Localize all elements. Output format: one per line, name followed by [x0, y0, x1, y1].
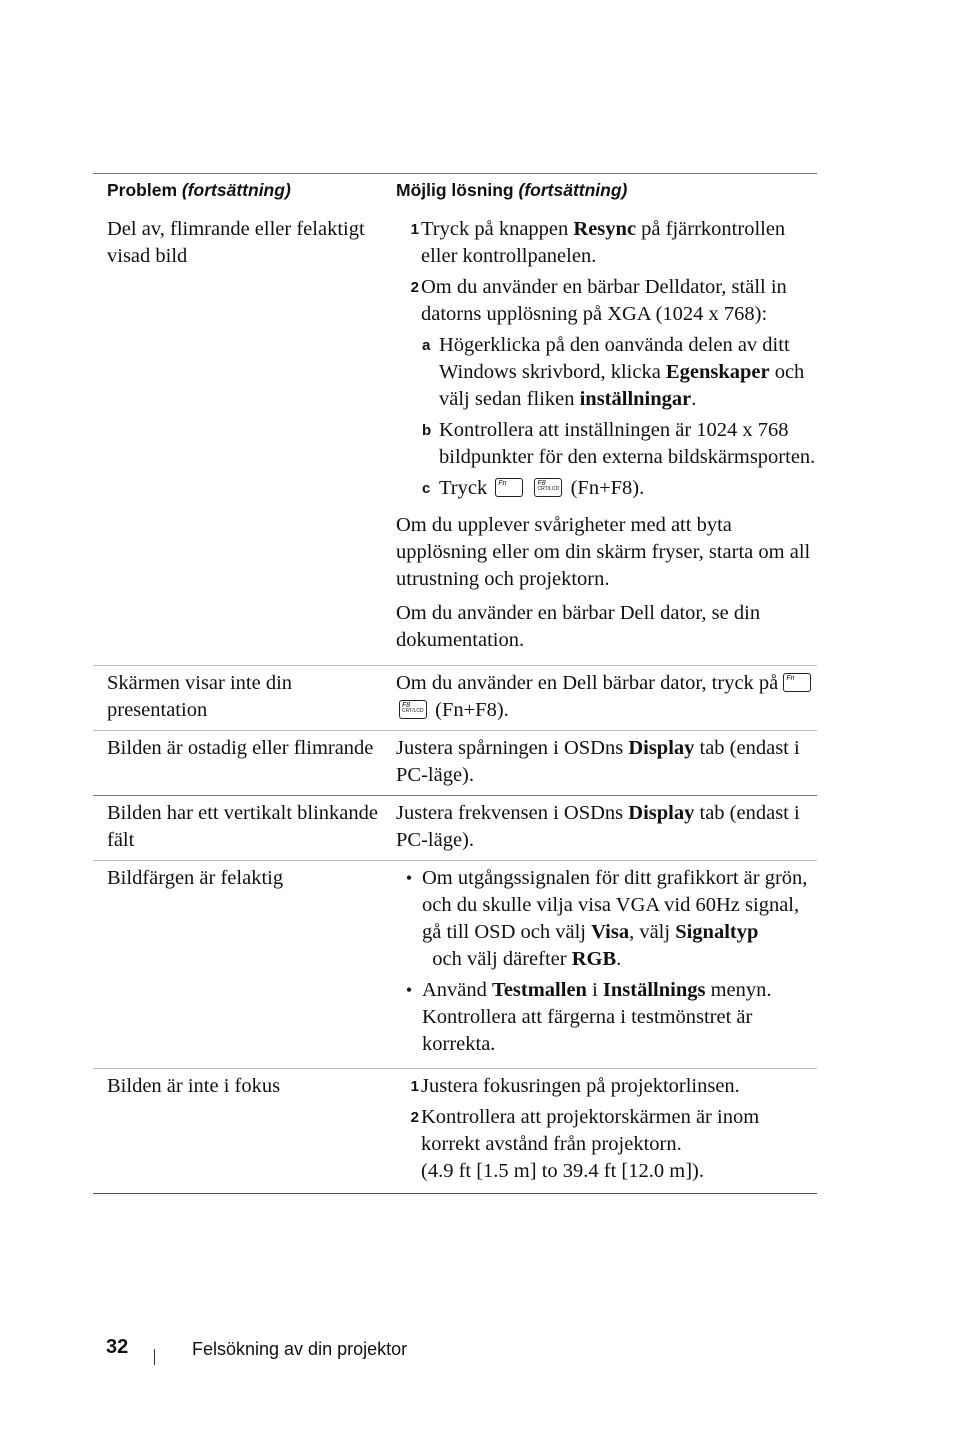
header-solution: Möjlig lösning (fortsättning): [396, 180, 628, 200]
solution-cell: [383, 216, 817, 661]
solution-cell: Justera frekvensen i OSDns Display tab (endast i PC-läge).: [396, 802, 800, 851]
list-item: 2 Om du använder en bärbar Delldator, ställ in datorns upplösning på XGA (1024 x 768):: [410, 276, 787, 325]
table-row: [93, 796, 817, 860]
fn-key-icon: Fn: [783, 673, 811, 692]
header-problem: Problem (fortsättning): [107, 180, 291, 200]
chapter-title: Felsökning av din projektor: [192, 1339, 408, 1359]
table-header: [93, 174, 817, 206]
table-row: [93, 861, 817, 1068]
list-item: • Använd Testmallen i Inställnings menyn. Kontrollera att färgerna i testmönstret är korrekta.: [396, 977, 817, 1058]
list-item: 2 Kontrollera att projektorskärmen är inom korrekt avstånd från projektorn. (4.9 ft [1.5 m] to 39.4 ft [12.0 m]).: [410, 1106, 760, 1182]
problem-cell: Bilden har ett vertikalt blinkande fält: [107, 802, 378, 851]
list-item: a Högerklicka på den oanvända delen av ditt Windows skrivbord, klicka Egenskaper och välj sedan fliken inställningar.: [422, 334, 805, 410]
table-row: [93, 666, 817, 730]
fn-key-icon: Fn: [495, 478, 523, 497]
paragraph: Om du använder en bärbar Dell dator, se din dokumentation.: [396, 602, 761, 651]
solution-cell: Justera spårningen i OSDns Display tab (endast i PC-läge).: [396, 737, 800, 786]
footer-divider: [154, 1349, 155, 1365]
list-item: b Kontrollera att inställningen är 1024 x 768 bildpunkter för den externa bildskärmsporten.: [422, 419, 816, 468]
table-row: [93, 206, 817, 665]
solution-cell: Om du använder en Dell bärbar dator, tryck på Fn F8 CRT/LCD (Fn+F8).: [383, 670, 817, 724]
list-item: • Om utgångssignalen för ditt grafikkort är grön, och du skulle vilja visa VGA vid 60Hz signal, gå till OSD och välj Visa, välj Signaltyp och välj därefter RGB.: [396, 865, 817, 973]
troubleshooting-table: [93, 173, 817, 1194]
table-row: [93, 1069, 817, 1193]
f8-key-icon: F8 CRT/LCD: [399, 700, 427, 719]
f8-key-icon: F8 CRT/LCD: [534, 478, 562, 497]
table-row: [93, 731, 817, 795]
bullet-icon: •: [405, 980, 413, 1000]
solution-cell: [383, 865, 817, 1062]
paragraph: Om du upplever svårigheter med att byta upplösning eller om din skärm fryser, starta om all utrustning och projektorn.: [396, 514, 811, 590]
problem-cell: Bilden är inte i fokus: [107, 1075, 281, 1097]
solution-cell: [383, 1073, 817, 1189]
problem-cell: Skärmen visar inte din presentation: [107, 672, 293, 721]
problem-cell: Bilden är ostadig eller flimrande: [107, 737, 374, 759]
problem-cell: Del av, flimrande eller felaktigt visad bild: [107, 218, 365, 267]
page-number: 32: [106, 1336, 129, 1358]
problem-cell: Bildfärgen är felaktig: [107, 867, 284, 889]
bullet-icon: •: [405, 868, 413, 888]
list-item: c Tryck Fn F8 CRT/LCD (Fn+F8).: [422, 477, 645, 499]
bottom-rule: [93, 1193, 817, 1194]
list-item: 1 Tryck på knappen Resync på fjärrkontrollen eller kontrollpanelen.: [410, 218, 786, 267]
list-item: 1 Justera fokusringen på projektorlinsen.: [410, 1075, 740, 1097]
